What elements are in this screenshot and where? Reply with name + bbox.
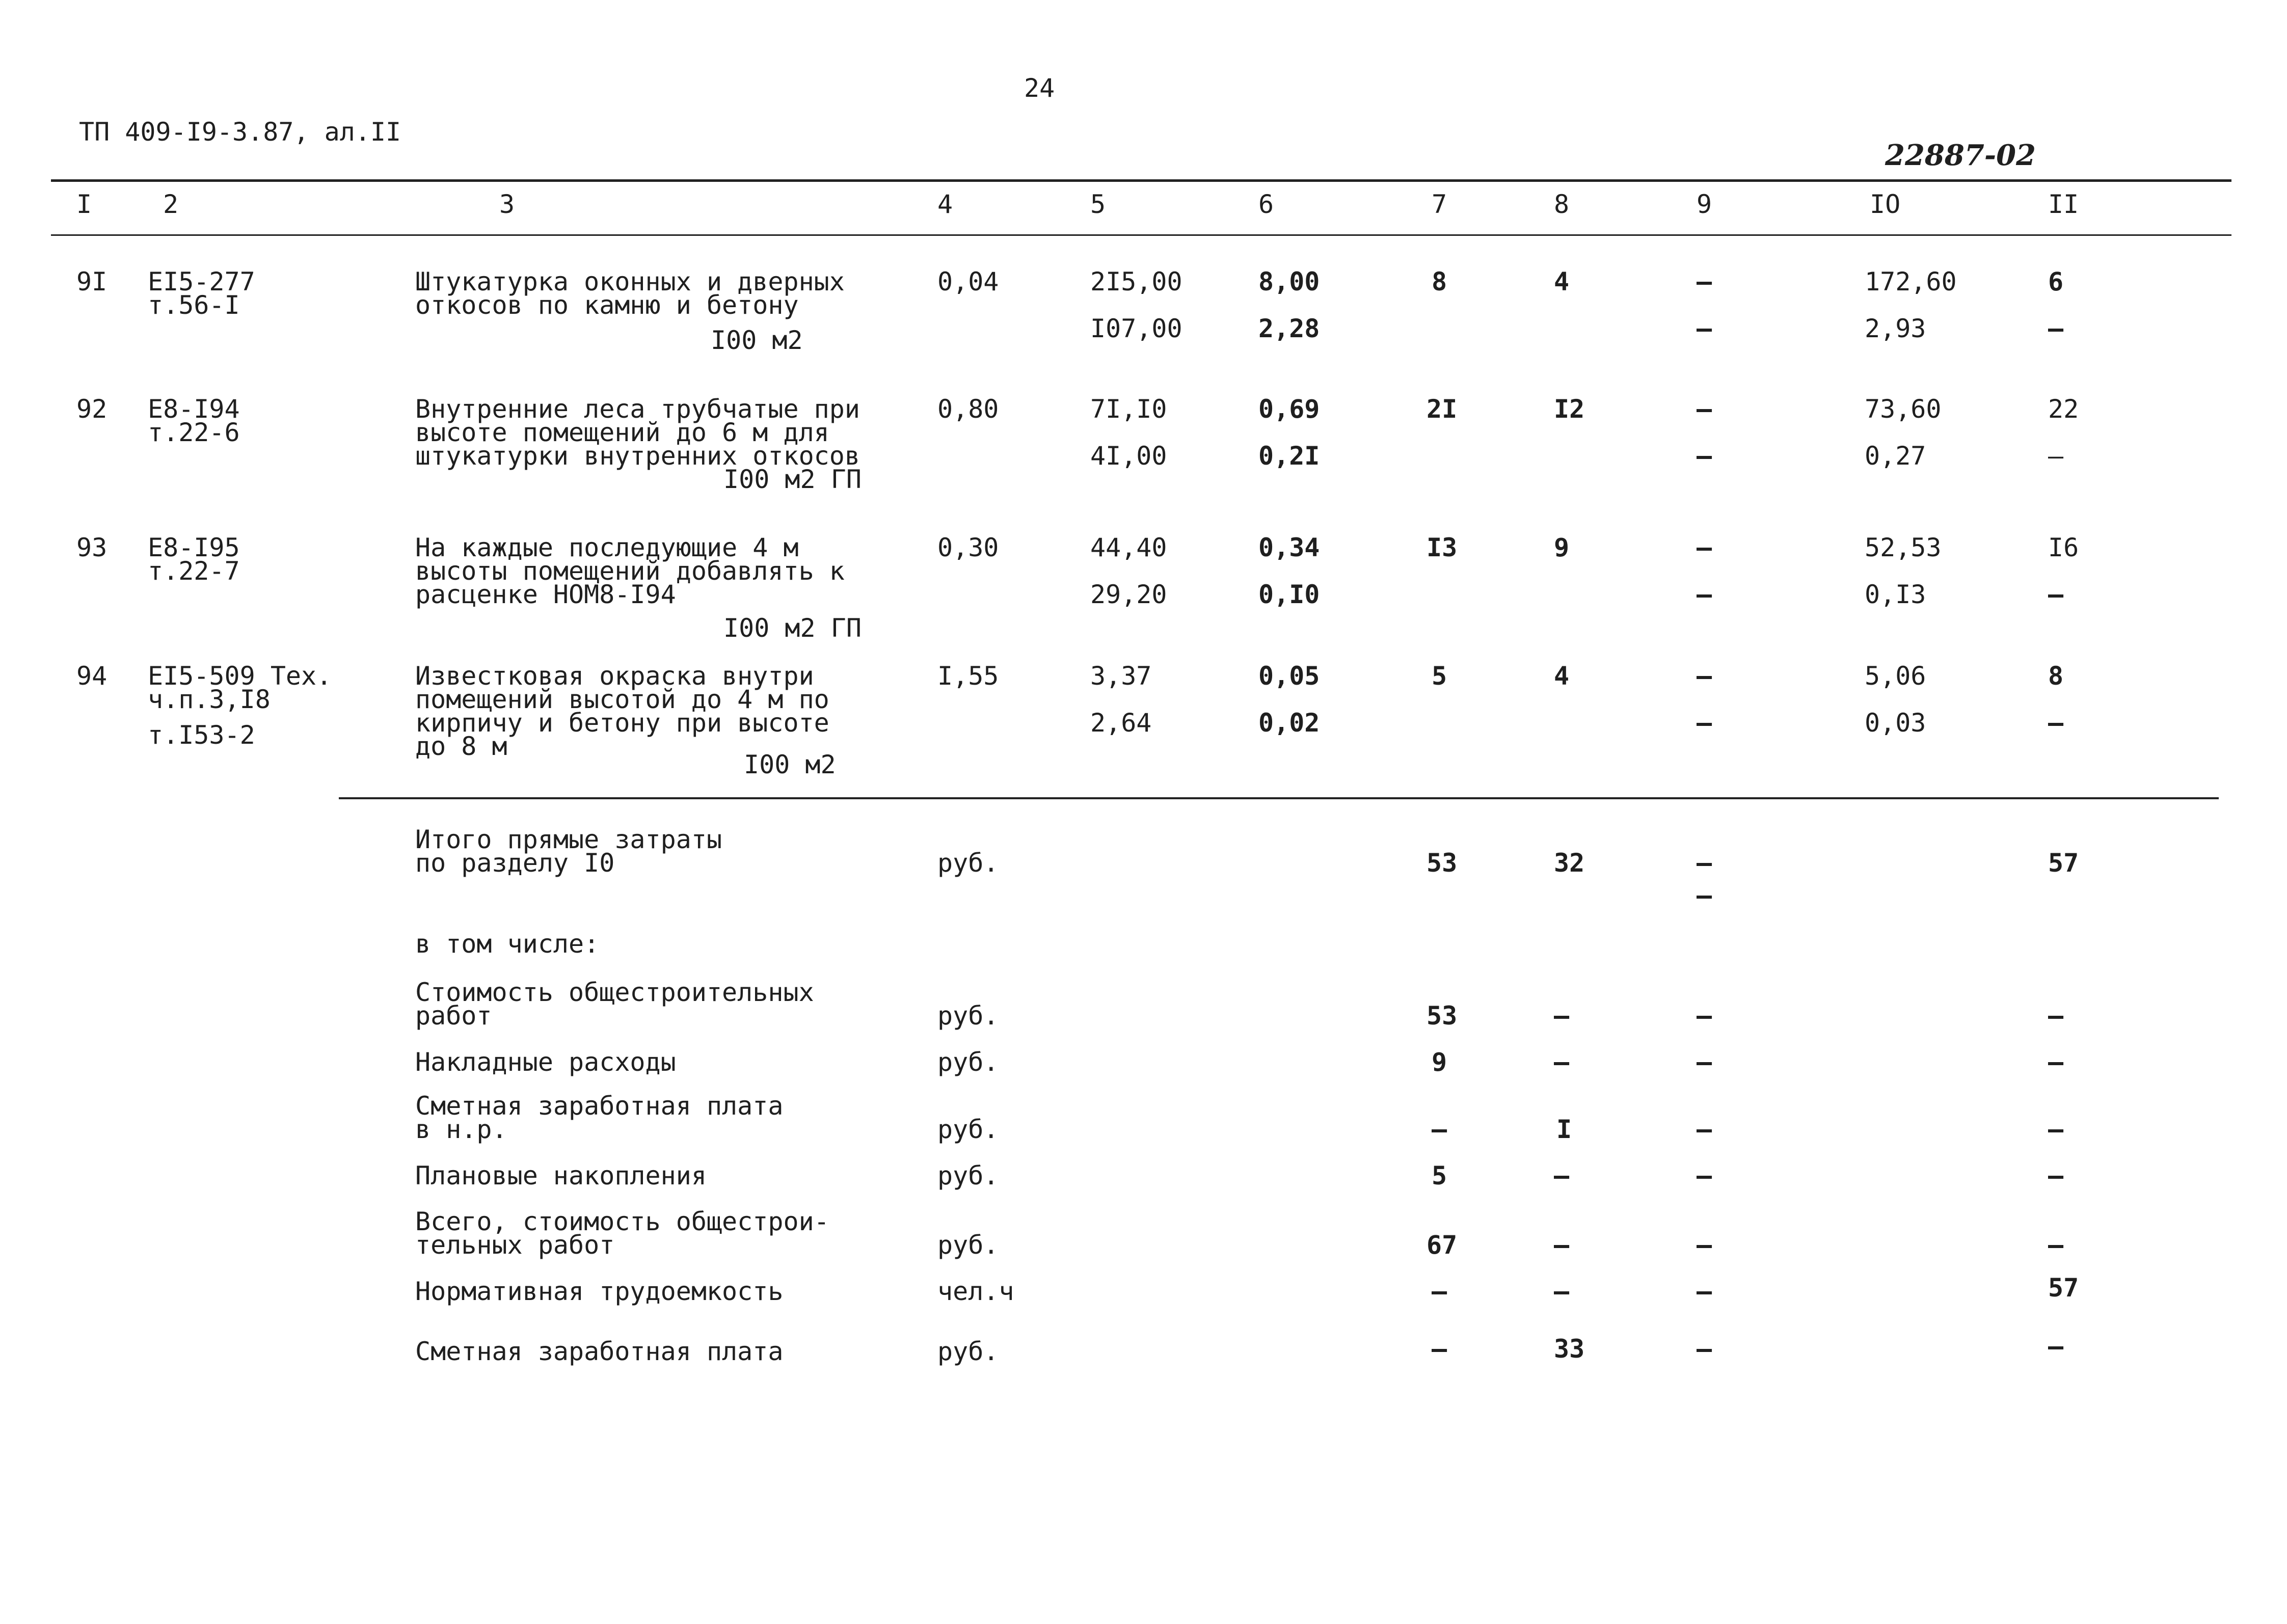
quantity: 0,80 bbox=[937, 394, 999, 424]
col6-value: 0,2I bbox=[1258, 441, 1320, 471]
total-col7: 53 bbox=[1427, 848, 1458, 878]
col6-value: 8,00 bbox=[1258, 267, 1320, 296]
col7-value: 5 bbox=[1432, 661, 1447, 691]
unit-cost: I07,00 bbox=[1090, 314, 1182, 343]
total-col8: – bbox=[1554, 1047, 1570, 1077]
quantity: I,55 bbox=[937, 661, 999, 691]
total-label: работ bbox=[415, 1001, 492, 1031]
total-col7: 9 bbox=[1432, 1047, 1447, 1077]
total-col9: – bbox=[1697, 1334, 1712, 1364]
col11-value: – bbox=[2048, 314, 2064, 343]
col6-value: 0,69 bbox=[1258, 394, 1320, 424]
total-col11: – bbox=[2048, 1332, 2064, 1361]
total-col9: – bbox=[1697, 1001, 1712, 1031]
work-description: Штукатурка оконных и дверных bbox=[415, 267, 845, 296]
total-unit: руб. bbox=[937, 1001, 999, 1031]
total-unit: руб. bbox=[937, 1230, 999, 1260]
col11-value: – bbox=[2048, 580, 2064, 609]
total-unit: руб. bbox=[937, 1115, 999, 1144]
total-label: Сметная заработная плата bbox=[415, 1091, 784, 1121]
col11-value: 8 bbox=[2048, 661, 2064, 691]
unit-cost: 44,40 bbox=[1090, 533, 1167, 562]
total-col8: 33 bbox=[1554, 1334, 1585, 1364]
total-col9: – bbox=[1697, 1230, 1712, 1260]
col7-value: 2I bbox=[1427, 394, 1458, 424]
header-top-rule bbox=[51, 179, 2231, 182]
total-unit: руб. bbox=[937, 1337, 999, 1366]
col6-value: 0,05 bbox=[1258, 661, 1320, 691]
col11-value: 22 bbox=[2048, 394, 2079, 424]
total-col8: – bbox=[1554, 1277, 1570, 1306]
total-unit: чел.ч bbox=[937, 1277, 1014, 1306]
col6-value: 0,02 bbox=[1258, 708, 1320, 738]
rate-code: ЕI5-509 Тех. bbox=[148, 661, 332, 691]
col11-value: – bbox=[2048, 708, 2064, 738]
work-description: Внутренние леса трубчатые при bbox=[415, 394, 860, 424]
col9-value: – bbox=[1697, 441, 1712, 471]
total-label: Стоимость общестроительных bbox=[415, 978, 814, 1007]
rate-code: т.22-6 bbox=[148, 418, 240, 447]
total-label: Накладные расходы bbox=[415, 1047, 676, 1077]
unit: I00 м2 ГП bbox=[723, 465, 862, 494]
rate-code: Е8-I94 bbox=[148, 394, 240, 424]
total-unit: руб. bbox=[937, 848, 999, 878]
col-header-6: 6 bbox=[1258, 190, 1274, 219]
col9-value: – bbox=[1697, 708, 1712, 738]
col9-value: – bbox=[1697, 580, 1712, 609]
work-description: высоте помещений до 6 м для bbox=[415, 418, 829, 447]
work-description: помещений высотой до 4 м по bbox=[415, 685, 829, 714]
col8-value: 4 bbox=[1554, 661, 1570, 691]
col8-value: 9 bbox=[1554, 533, 1570, 562]
col6-value: 2,28 bbox=[1258, 314, 1320, 343]
col10-value: 172,60 bbox=[1865, 267, 1957, 296]
work-description: высоты помещений добавлять к bbox=[415, 556, 845, 586]
total-col11: – bbox=[2048, 1001, 2064, 1031]
col-header-1: I bbox=[76, 190, 92, 219]
unit-cost: 2,64 bbox=[1090, 708, 1152, 738]
work-description: кирпичу и бетону при высоте bbox=[415, 708, 829, 738]
col-header-11: II bbox=[2048, 190, 2079, 219]
col9-value: – bbox=[1697, 314, 1712, 343]
total-col7: 53 bbox=[1427, 1001, 1458, 1031]
col8-value: I2 bbox=[1554, 394, 1585, 424]
total-col7: 5 bbox=[1432, 1161, 1447, 1190]
row-number: 9I bbox=[76, 267, 107, 296]
unit-cost: 3,37 bbox=[1090, 661, 1152, 691]
rate-code: ч.п.3,I8 bbox=[148, 685, 271, 714]
total-label: Итого прямые затраты bbox=[415, 825, 722, 854]
total-col9: – bbox=[1697, 1115, 1712, 1144]
work-description: На каждые последующие 4 м bbox=[415, 533, 799, 562]
total-label: Сметная заработная плата bbox=[415, 1337, 784, 1366]
col7-value: I3 bbox=[1427, 533, 1458, 562]
col10-value: 0,27 bbox=[1865, 441, 1926, 471]
work-description: Известковая окраска внутри bbox=[415, 661, 814, 691]
rate-code: т.56-I bbox=[148, 290, 240, 320]
row-number: 94 bbox=[76, 661, 107, 691]
col-header-7: 7 bbox=[1432, 190, 1447, 219]
total-col11: – bbox=[2048, 1230, 2064, 1260]
col7-value: 8 bbox=[1432, 267, 1447, 296]
col-header-10: IO bbox=[1870, 190, 1901, 219]
total-label: в н.р. bbox=[415, 1115, 507, 1144]
row-number: 93 bbox=[76, 533, 107, 562]
rate-code: ЕI5-277 bbox=[148, 267, 255, 296]
col-header-4: 4 bbox=[937, 190, 953, 219]
unit: I00 м2 bbox=[711, 326, 803, 355]
rate-code: т.I53-2 bbox=[148, 720, 255, 750]
total-col11: 57 bbox=[2048, 848, 2079, 878]
col8-value: 4 bbox=[1554, 267, 1570, 296]
total-col9-second: – bbox=[1697, 881, 1712, 910]
col10-value: 0,03 bbox=[1865, 708, 1926, 738]
rate-code: т.22-7 bbox=[148, 556, 240, 586]
col6-value: 0,I0 bbox=[1258, 580, 1320, 609]
col-header-3: 3 bbox=[499, 190, 515, 219]
quantity: 0,30 bbox=[937, 533, 999, 562]
work-description: штукатурки внутренних откосов bbox=[415, 441, 860, 471]
total-label: по разделу I0 bbox=[415, 848, 615, 878]
header-bottom-rule bbox=[51, 234, 2231, 236]
totals-divider bbox=[339, 797, 2219, 799]
total-col9: – bbox=[1697, 848, 1712, 878]
total-col11: – bbox=[2048, 1161, 2064, 1190]
col9-value: – bbox=[1697, 533, 1712, 562]
row-number: 92 bbox=[76, 394, 107, 424]
unit-cost: 7I,I0 bbox=[1090, 394, 1167, 424]
total-col11: – bbox=[2048, 1115, 2064, 1144]
unit: I00 м2 ГП bbox=[723, 613, 862, 643]
col11-value: 6 bbox=[2048, 267, 2064, 296]
col10-value: 52,53 bbox=[1865, 533, 1942, 562]
total-col7: 67 bbox=[1427, 1230, 1458, 1260]
col9-value: – bbox=[1697, 661, 1712, 691]
total-col9: – bbox=[1697, 1277, 1712, 1306]
col10-value: 2,93 bbox=[1865, 314, 1926, 343]
col-header-2: 2 bbox=[163, 190, 179, 219]
rate-code: Е8-I95 bbox=[148, 533, 240, 562]
col6-value: 0,34 bbox=[1258, 533, 1320, 562]
total-col7: – bbox=[1432, 1115, 1447, 1144]
col-header-8: 8 bbox=[1554, 190, 1570, 219]
total-col8: – bbox=[1554, 1230, 1570, 1260]
work-description: расценке НОМ8-I94 bbox=[415, 580, 676, 609]
total-col9: – bbox=[1697, 1161, 1712, 1190]
quantity: 0,04 bbox=[937, 267, 999, 296]
unit-cost: 2I5,00 bbox=[1090, 267, 1182, 296]
stamp-number: 22887-02 bbox=[1885, 139, 2036, 172]
total-col11: – bbox=[2048, 1047, 2064, 1077]
col10-value: 5,06 bbox=[1865, 661, 1926, 691]
total-col8: – bbox=[1554, 1001, 1570, 1031]
total-col8: 32 bbox=[1554, 848, 1585, 878]
col10-value: 73,60 bbox=[1865, 394, 1942, 424]
total-label: Плановые накопления bbox=[415, 1161, 707, 1190]
unit-cost: 4I,00 bbox=[1090, 441, 1167, 471]
col9-value: – bbox=[1697, 394, 1712, 424]
page-number: 24 bbox=[1024, 73, 1055, 103]
including-label: в том числе: bbox=[415, 929, 600, 959]
total-col11: 57 bbox=[2048, 1273, 2079, 1303]
col-header-5: 5 bbox=[1090, 190, 1106, 219]
unit-cost: 29,20 bbox=[1090, 580, 1167, 609]
document-code: ТП 409-I9-3.87, ал.II bbox=[79, 117, 401, 147]
total-label: Всего, стоимость общестрои- bbox=[415, 1207, 829, 1236]
total-col8: – bbox=[1554, 1161, 1570, 1190]
work-description: откосов по камню и бетону bbox=[415, 290, 799, 320]
col11-value: I6 bbox=[2048, 533, 2079, 562]
total-label: тельных работ bbox=[415, 1230, 615, 1260]
total-col7: – bbox=[1432, 1334, 1447, 1364]
total-label: Нормативная трудоемкость bbox=[415, 1277, 784, 1306]
total-col9: – bbox=[1697, 1047, 1712, 1077]
col11-value: – bbox=[2048, 441, 2064, 471]
col-header-9: 9 bbox=[1697, 190, 1712, 219]
unit: I00 м2 bbox=[744, 750, 836, 779]
total-col7: – bbox=[1432, 1277, 1447, 1306]
col10-value: 0,I3 bbox=[1865, 580, 1926, 609]
total-unit: руб. bbox=[937, 1047, 999, 1077]
total-unit: руб. bbox=[937, 1161, 999, 1190]
col9-value: – bbox=[1697, 267, 1712, 296]
total-col8: I bbox=[1556, 1115, 1572, 1144]
work-description: до 8 м bbox=[415, 732, 507, 761]
